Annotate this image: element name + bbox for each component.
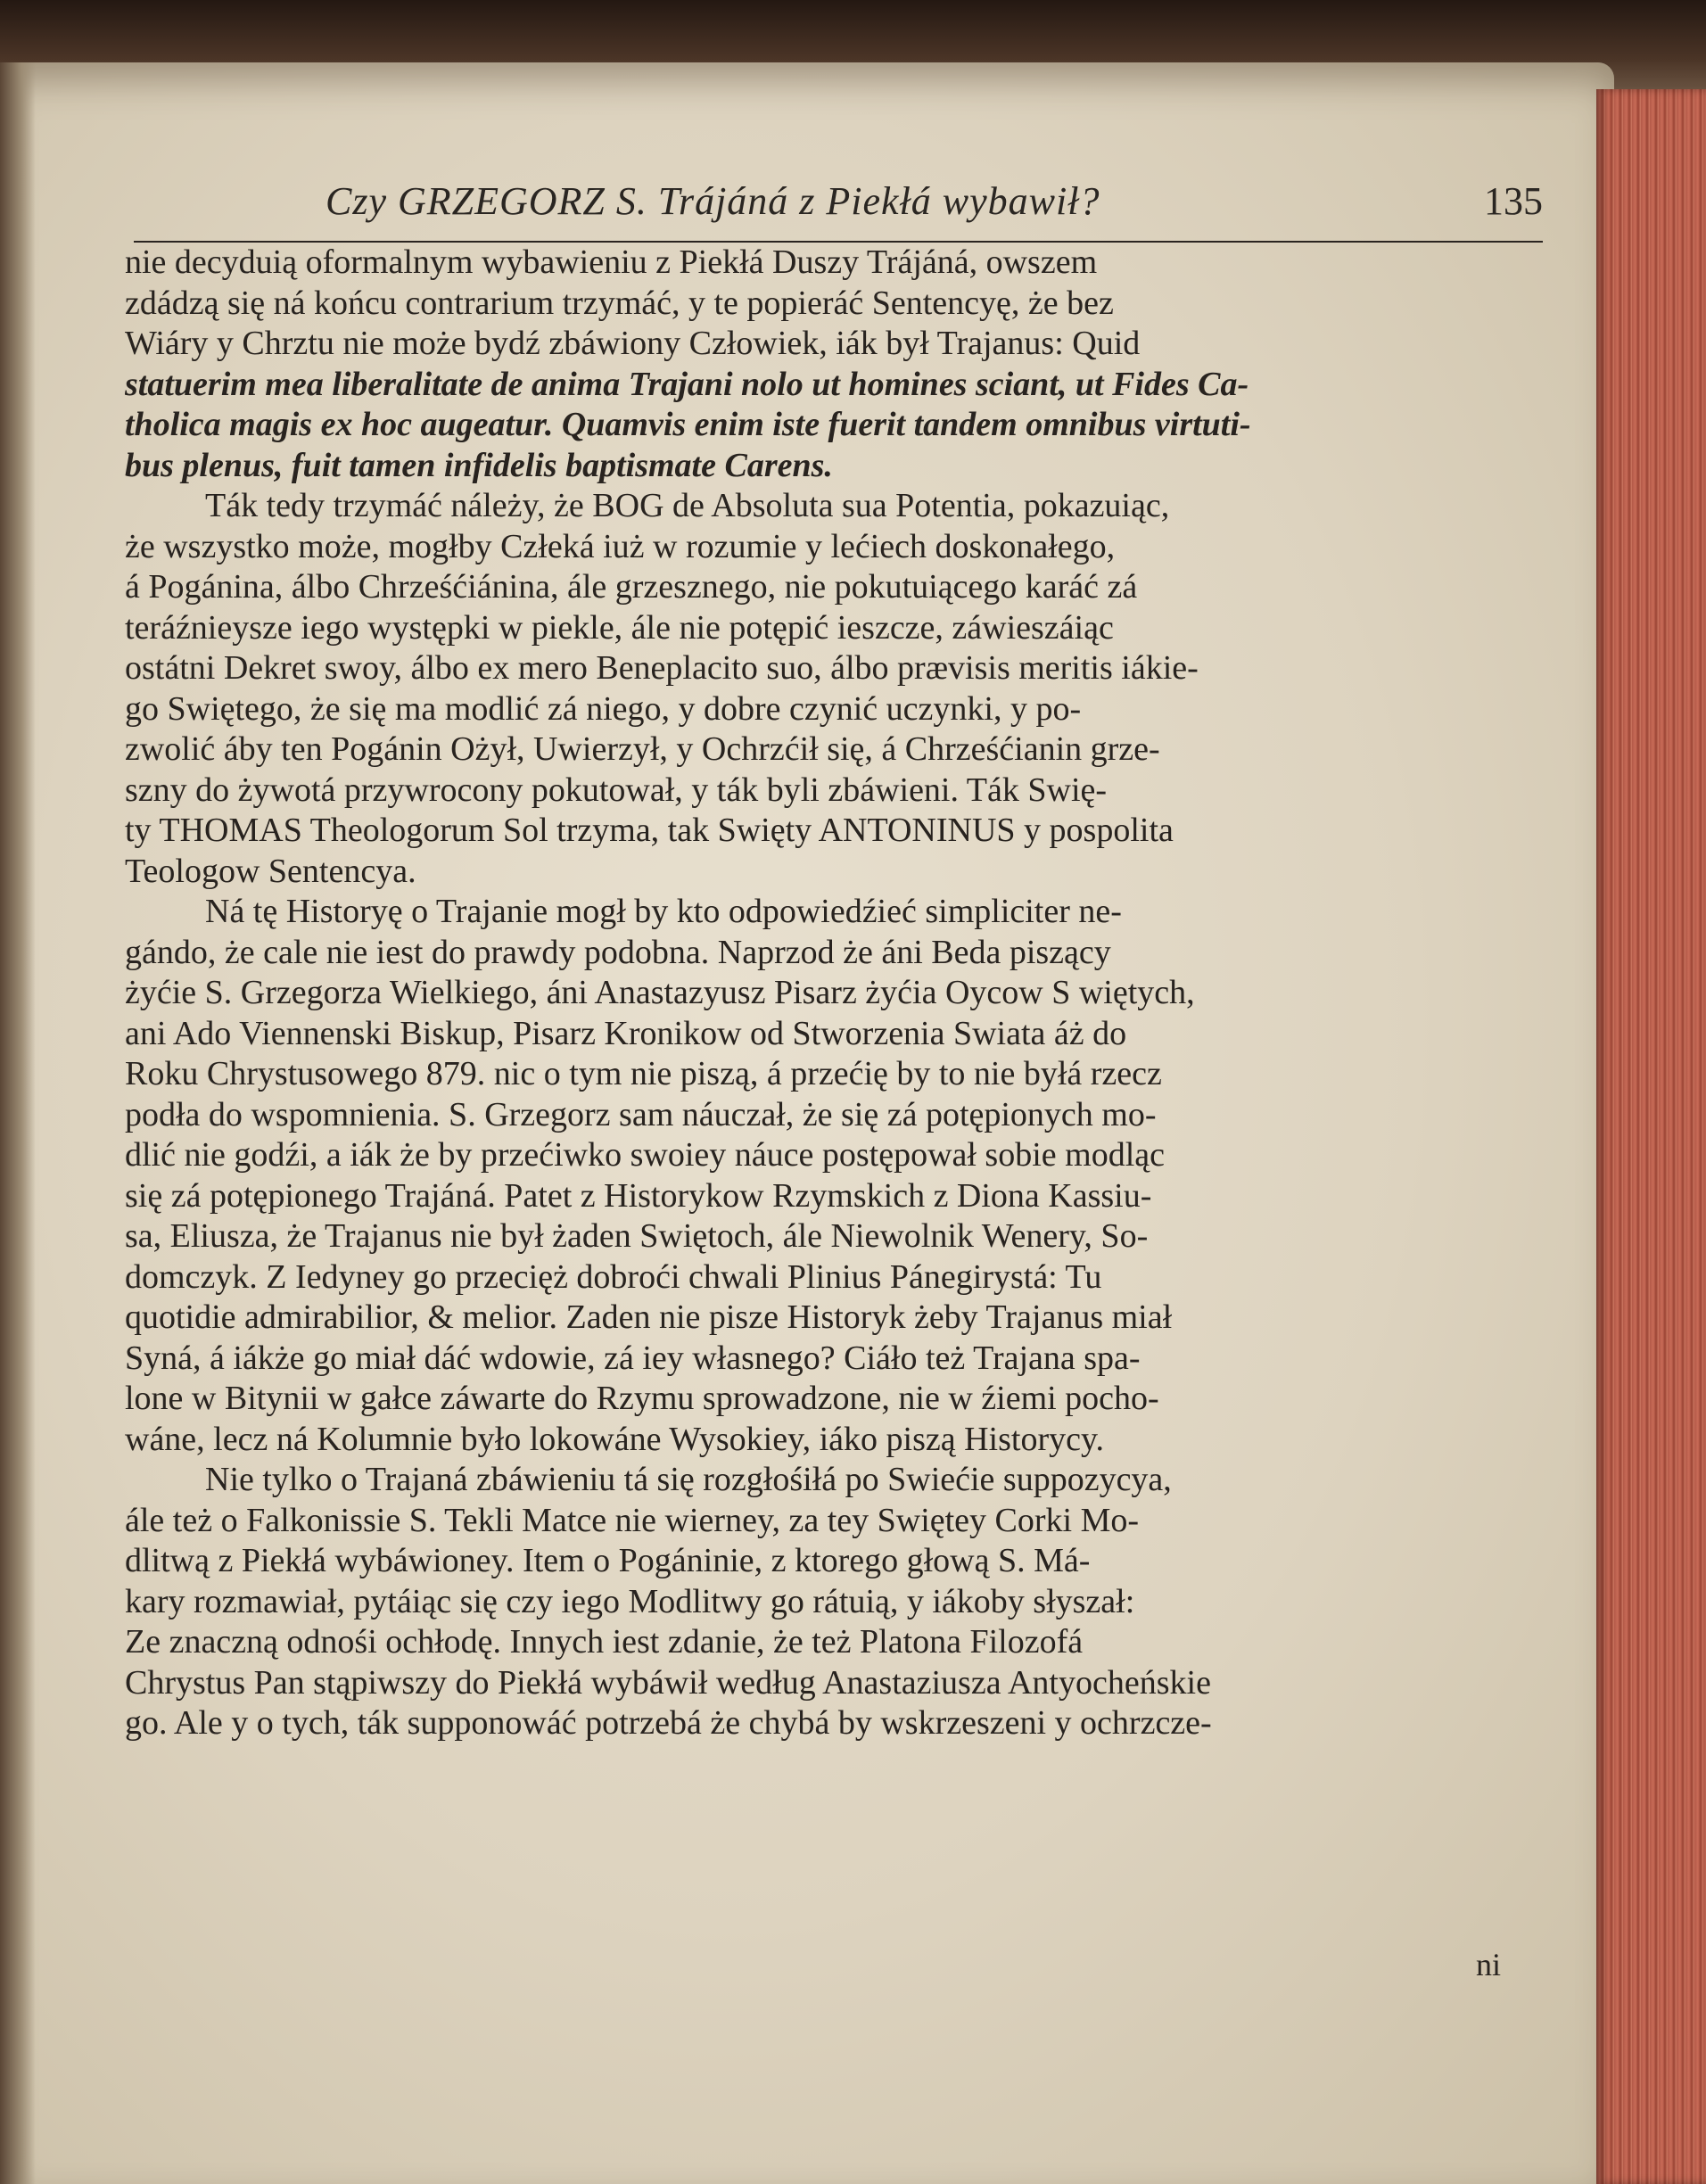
- text-line: Nie tylko o Trajaná zbáwieniu tá się rozgłośiłá po Swiećie suppozycya,: [205, 1461, 1172, 1498]
- text-line: zwolić áby ten Pogánin Ożył, Uwierzył, y Ochrzćił się, á Chrześćianin grze-: [125, 730, 1160, 768]
- text-line: podła do wspomnienia. S. Grzegorz sam náuczał, że się zá potępionych mo-: [125, 1095, 1157, 1133]
- page-edges-red: [1596, 89, 1706, 2184]
- text-line: szny do żywotá przywrocony pokutował, y ták byli zbáwieni. Ták Swię-: [125, 771, 1108, 809]
- text-line: wáne, lecz ná Kolumnie było lokowáne Wysokiey, iáko piszą Historycy.: [125, 1420, 1105, 1458]
- text-line: quotidie admirabilior, & melior. Zaden nie pisze Historyk żeby Trajanus miał: [125, 1298, 1173, 1336]
- text-line: zdádzą się ná końcu contrarium trzymáć, y te popieráć Sentencyę, że bez: [125, 284, 1114, 322]
- text-line: sa, Eliusza, że Trajanus nie był żaden Swiętoch, ále Niewolnik Wenery, So-: [125, 1217, 1149, 1255]
- page-gutter: [0, 62, 36, 2184]
- text-line: dlić nie godźi, a iák że by przećiwko swoiey náuce postępował sobie modląc: [125, 1136, 1165, 1174]
- text-line: żyćie S. Grzegorza Wielkiego, áni Anastazyusz Pisarz żyćia Oycow S więtych,: [125, 974, 1195, 1011]
- running-title: Czy GRZEGORZ S. Trájáná z Piekłá wybawił?: [326, 179, 1100, 223]
- text-line: Roku Chrystusowego 879. nic o tym nie piszą, á przećię by to nie byłá rzecz: [125, 1055, 1162, 1092]
- text-line: ani Ado Viennenski Biskup, Pisarz Kronikow od Stworzenia Swiata áż do: [125, 1014, 1127, 1052]
- page-header: [134, 178, 1543, 243]
- text-line: Chrystus Pan stąpiwszy do Piekłá wybáwił według Anastaziusza Antyocheńskie: [125, 1663, 1211, 1702]
- catchword: ni: [1476, 1947, 1502, 1982]
- text-line: Wiáry y Chrztu nie może bydź zbáwiony Człowiek, iák był Trajanus: Quid: [125, 325, 1141, 362]
- latin-quote-line: tholica magis ex hoc augeatur. Quamvis enim iste fuerit tandem omnibus virtuti-: [125, 406, 1251, 443]
- text-line: że wszystko może, mogłby Człeká iuż w rozumie y lećiech doskonałego,: [125, 527, 1116, 565]
- text-line: Ná tę Historyę o Trajanie mogł by kto odpowiedźieć simpliciter ne-: [205, 893, 1122, 930]
- text-line: nie decyduią oformalnym wybawieniu z Piekłá Duszy Trájáná, owszem: [125, 243, 1098, 281]
- text-line: gándo, że cale nie iest do prawdy podobna. Naprzod że áni Beda piszący: [125, 933, 1111, 971]
- text-line: go Swiętego, że się ma modlić zá niego, y dobre czynić uczynki, y po-: [125, 689, 1082, 728]
- latin-quote-line: statuerim mea liberalitate de anima Trajani nolo ut homines sciant, ut Fides Ca-: [125, 365, 1249, 403]
- text-line: go. Ale y o tych, ták supponowáć potrzebá że chybá by wskrzeszeni y ochrzcze-: [125, 1704, 1212, 1742]
- text-line: lone w Bitynii w gałce záwarte do Rzymu sprowadzone, nie w źiemi pocho-: [125, 1380, 1159, 1417]
- latin-quote-line: bus plenus, fuit tamen infidelis baptismate Carens.: [125, 446, 833, 484]
- text-line: Syná, á iákże go miał dáć wdowie, zá iey własnego? Ciáło też Trajana spa-: [125, 1339, 1141, 1377]
- text-line: dlitwą z Piekłá wybáwioney. Item o Pogáninie, z ktorego głową S. Má-: [125, 1542, 1091, 1579]
- text-line: teráźnieysze iego występki w piekle, ále nie potępić ieszcze, záwieszáiąc: [125, 608, 1114, 647]
- text-line: domczyk. Z Iedyney go przecięż dobroći chwali Plinius Pánegirystá: Tu: [125, 1257, 1102, 1296]
- body-text: [125, 243, 1570, 1744]
- text-line: ále też o Falkonissie S. Tekli Matce nie wierney, za tey Swiętey Corki Mo-: [125, 1501, 1140, 1539]
- text-line: á Pogánina, álbo Chrześćiánina, ále grzesznego, nie pokutuiącego karáć zá: [125, 568, 1138, 606]
- page-number: 135: [1484, 179, 1543, 223]
- text-line: ostátni Dekret swoy, álbo ex mero Beneplacito suo, álbo prævisis meritis iákie-: [125, 649, 1199, 687]
- text-line: ty THOMAS Theologorum Sol trzyma, tak Swięty ANTONINUS y pospolita: [125, 812, 1174, 849]
- text-line: Teologow Sentencya.: [125, 852, 416, 890]
- text-line: Ze znaczną odnośi ochłodę. Innych iest zdanie, że też Platona Filozofá: [125, 1623, 1084, 1661]
- text-line: kary rozmawiał, pytáiąc się czy iego Modlitwy go rátuią, y iákoby słyszał:: [125, 1582, 1135, 1620]
- text-line: się zá potępionego Trajáná. Patet z Historykow Rzymskich z Diona Kassiu-: [125, 1176, 1152, 1215]
- text-line: Ták tedy trzymáć náleży, że BOG de Absoluta sua Potentia, pokazuiąc,: [205, 487, 1170, 524]
